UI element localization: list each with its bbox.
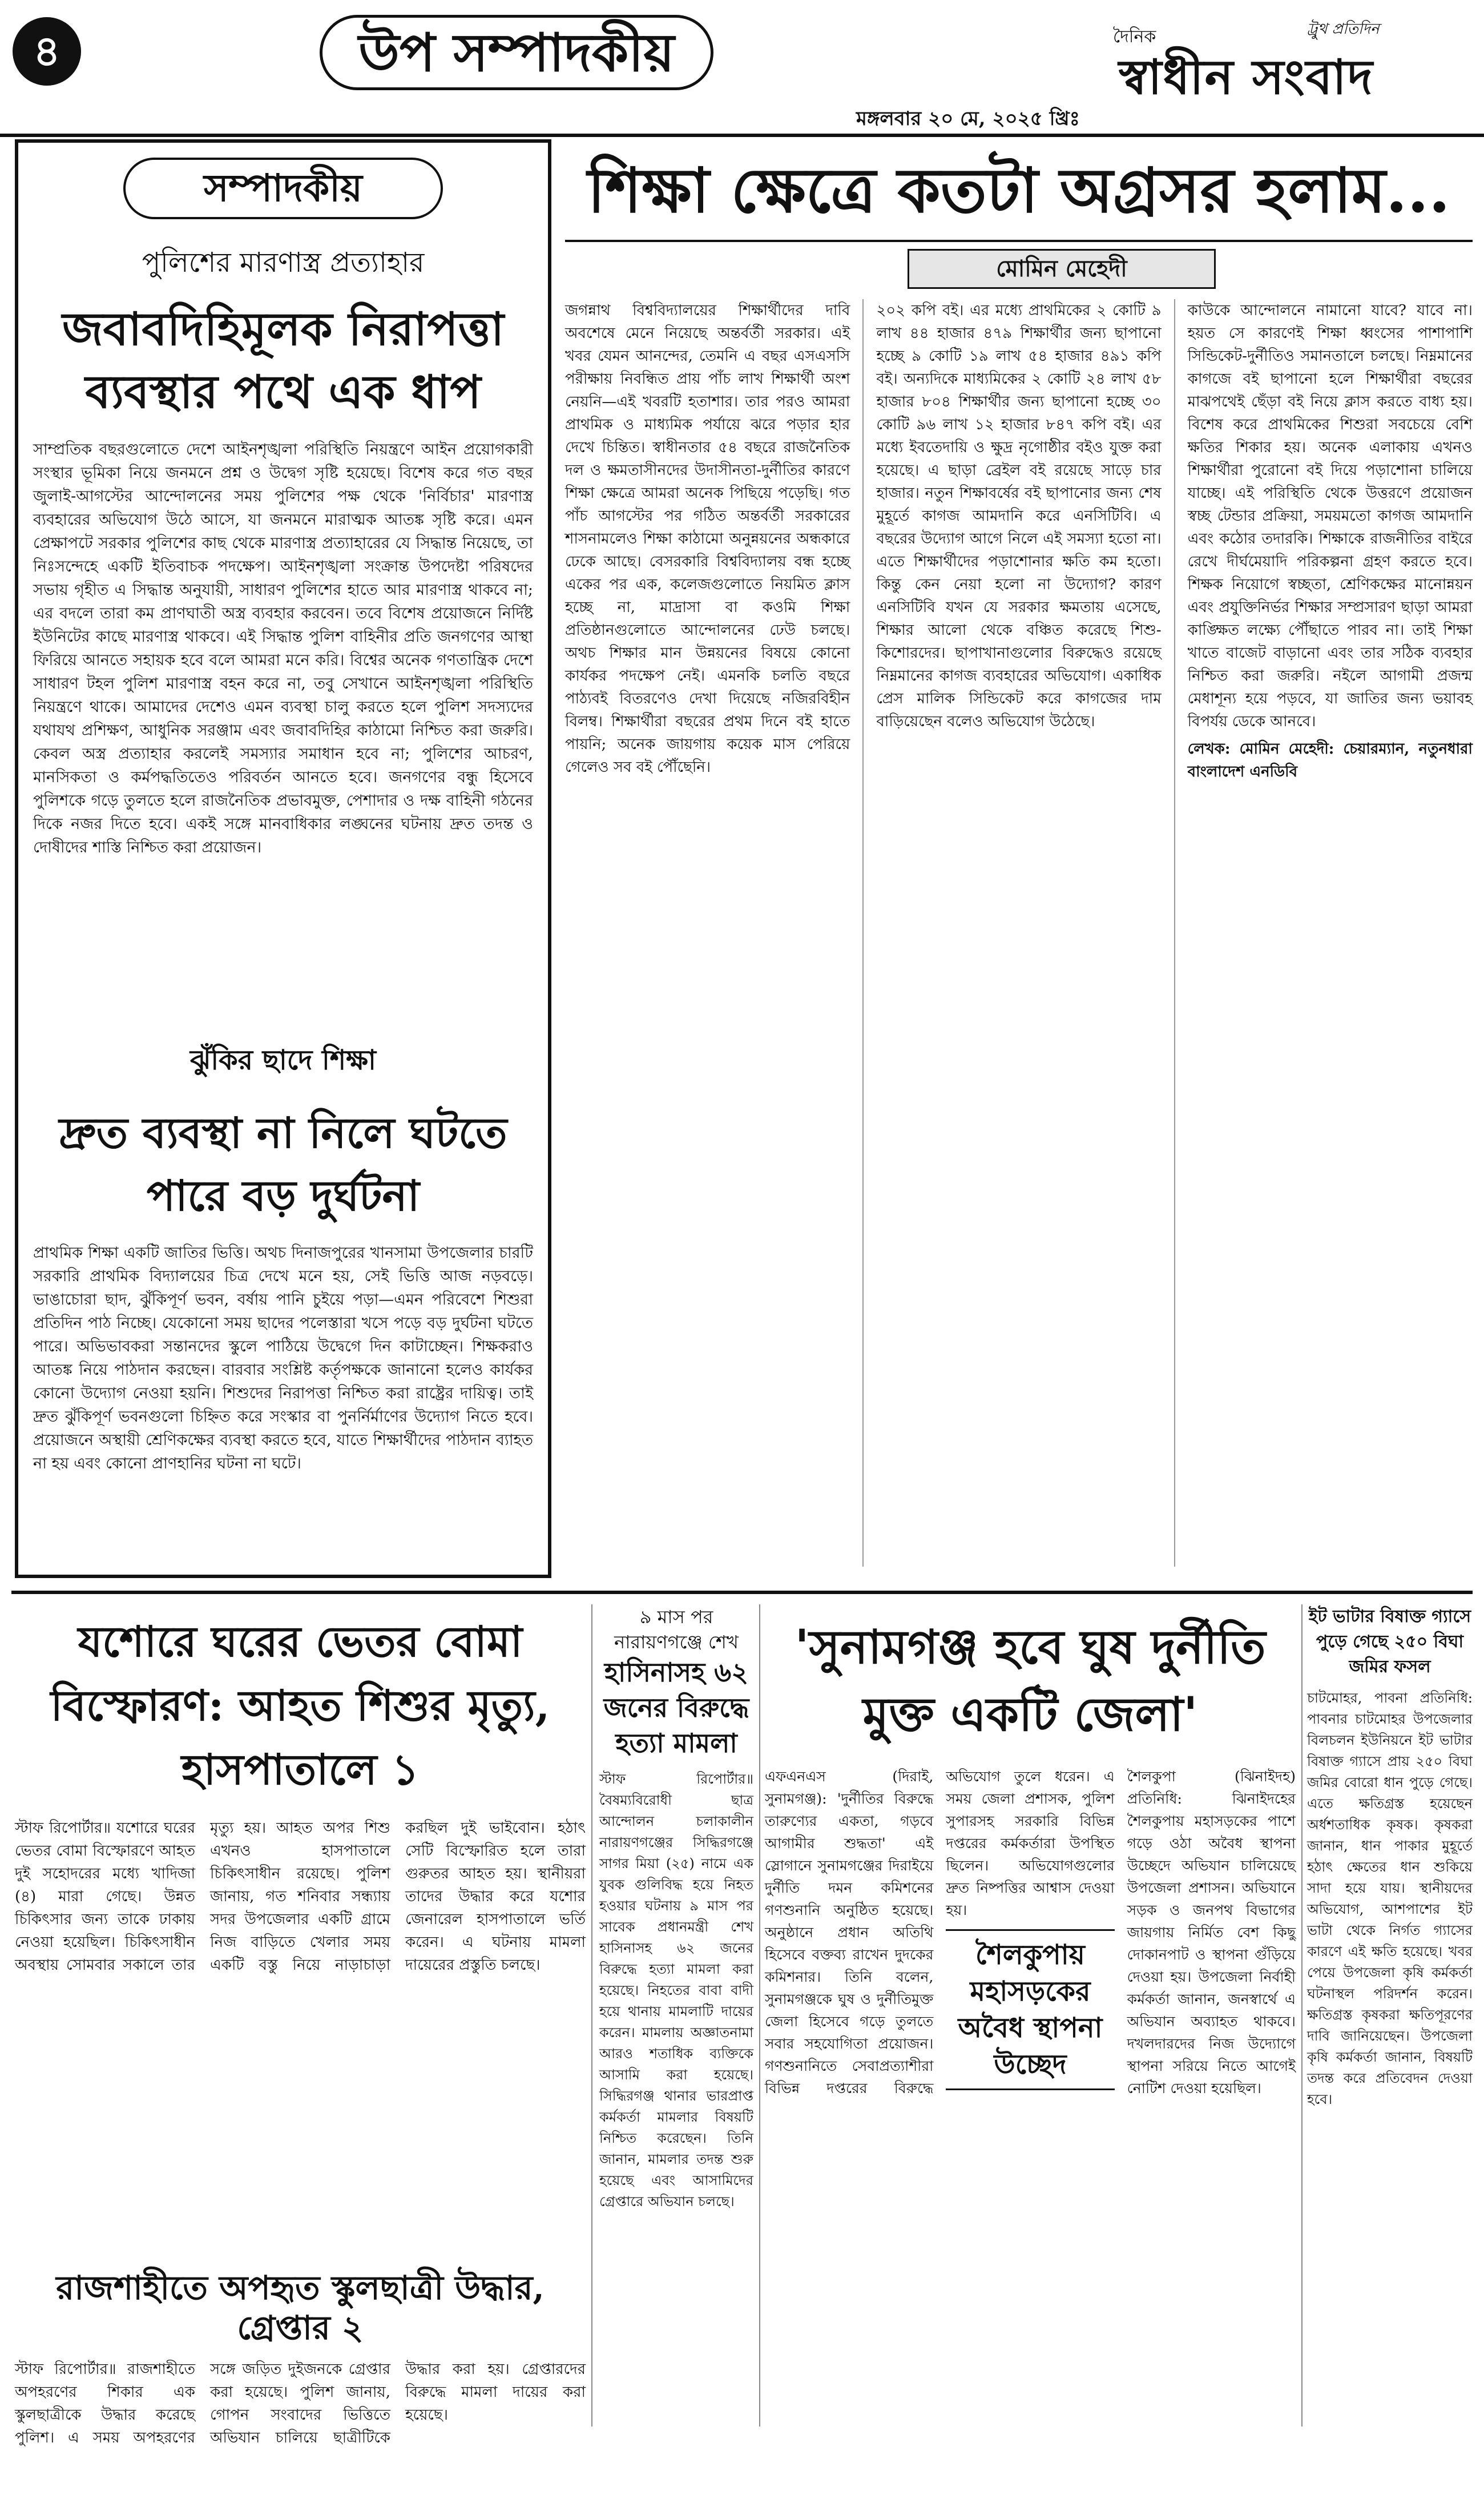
article-columns bbox=[565, 299, 1473, 1567]
editorial-body-2: প্রাথমিক শিক্ষা একটি জাতির ভিত্তি। অথচ দিনাজপুরের খানসামা উপজেলার চারটি সরকারি প্রাথমিক বিদ্যালয়ের চিত্র দেখে মনে হয়, সেই ভিত্তি আজ নড়বড়ে। ভাঙাচোরা ছাদ, ঝুঁকিপূর্ণ ভবন, বর্ষায় পানি চুইয়ে পড়া—এমন পরিবেশে শিশুরা প্রতিদিন পাঠ নিচ্ছে। যেকোনো সময় ছাদের পলেস্তারা খসে পড়ে বড় দুর্ঘটনা ঘটতে পারে। অভিভাবকরা সন্তানদের স্কুলে পাঠিয়ে উদ্বেগে দিন কাটাচ্ছেন। শিক্ষকরাও আতঙ্ক নিয়ে পাঠদান করছেন। বারবার সংশ্লিষ্ট কর্তৃপক্ষকে জানানো হলেও কার্যকর কোনো উদ্যোগ নেওয়া হয়নি। শিশুদের নিরাপত্তা নিশ্চিত করা রাষ্ট্রের দায়িত্ব। তাই দ্রুত ঝুঁকিপূর্ণ ভবনগুলো চিহ্নিত করে সংস্কার বা পুনর্নির্মাণের উদ্যোগ নিতে হবে। প্রয়োজনে অস্থায়ী শ্রেণিকক্ষের ব্যবস্থা করতে হবে, যাতে শিক্ষার্থীদের পাঠদান ব্যাহত না হয় এবং কোনো প্রাণহানির ঘটনা না ঘটে। bbox=[33, 1244, 533, 1472]
news-story-jashore bbox=[15, 1604, 586, 2446]
page-header bbox=[0, 0, 1484, 137]
editorial-headline: জবাবদিহিমূলক নিরাপত্তা ব্যবস্থার পথে এক ধাপ bbox=[62, 302, 505, 418]
sub-story-body: শৈলকুপা (ঝিনাইদহ) প্রতিনিধি: ঝিনাইদহের শৈলকুপায় মহাসড়কের পাশে গড়ে ওঠা অবৈধ স্থাপনা উচ্ছেদে অভিযান চালিয়েছে উপজেলা প্রশাসন। অভিযানে সড়ক ও জনপথ বিভাগের জায়গায় নির্মিত বেশ কিছু দোকানপাট ও স্থাপনা গুঁড়িয়ে দেওয়া হয়। উপজেলা নির্বাহী কর্মকর্তা জানান, জনস্বার্থে এ অভিযান অব্যাহত থাকবে। দখলদারদের নিজ উদ্যোগে স্থাপনা সরিয়ে নিতে আগেই নোটিশ দেওয়া হয়েছিল। bbox=[1127, 1768, 1296, 2096]
column-divider bbox=[591, 1604, 592, 2426]
section-divider bbox=[11, 1591, 1473, 1594]
story-body: চাটমোহর, পাবনা প্রতিনিধি: পাবনার চাটমোহর উপজেলার বিলচলন ইউনিয়নে ইট ভাটার বিষাক্ত গ্যাসে প্রায় ২৫০ বিঘা জমির বোরো ধান পুড়ে গেছে। এতে ক্ষতিগ্রস্ত হয়েছেন অর্ধশতাধিক কৃষক। কৃষকরা জানান, ধান পাকার মুহূর্তে হঠাৎ ক্ষেতের ধান শুকিয়ে সাদা হয়ে যায়। স্থানীয়দের অভিযোগ, আশপাশের ইট ভাটা থেকে নির্গত গ্যাসের কারণে এই ক্ষতি হয়েছে। খবর পেয়ে উপজেলা কৃষি কর্মকর্তা ঘটনাস্থল পরিদর্শন করেন। ক্ষতিগ্রস্ত কৃষকরা ক্ষতিপূরণের দাবি জানিয়েছেন। উপজেলা কৃষি কর্মকর্তা জানান, বিষয়টি তদন্ত করে প্রতিবেদন দেওয়া হবে। bbox=[1307, 1690, 1473, 2107]
story-body-columns bbox=[765, 1765, 1296, 2428]
sub-story-headline: শৈলকুপায় মহাসড়কের অবৈধ স্থাপনা উচ্ছেদ bbox=[946, 1929, 1114, 2090]
story-kicker: ৯ মাস পর নারায়ণগঞ্জে শেখ bbox=[614, 1606, 739, 1653]
editorial-kicker: পুলিশের মারণাস্ত্র প্রত্যাহার bbox=[142, 247, 425, 279]
article-column-3 bbox=[1188, 299, 1473, 1567]
story-headline: ইট ভাটার বিষাক্ত গ্যাসে পুড়ে গেছে ২৫০ বিঘা জমির ফসল bbox=[1308, 1607, 1471, 1677]
story-headline: 'সুনামগঞ্জ হবে ঘুষ দুর্নীতি মুক্ত একটি জেলা' bbox=[795, 1620, 1266, 1742]
article-column-1: জগন্নাথ বিশ্ববিদ্যালয়ের শিক্ষার্থীদের দাবি অবশেষে মেনে নিয়েছে অন্তর্বর্তী সরকার। এই খবর যেমন আনন্দের, তেমনি এ বছর এসএসসি পরীক্ষায় নিবন্ধিত প্রায় পাঁচ লাখ শিক্ষার্থী অংশ নেয়নি—এই খবরটি হতাশার। তার পরও আমরা প্রাথমিক ও মাধ্যমিক পর্যায়ে ঝরে পড়ার হার দেখে চিন্তিত। স্বাধীনতার ৫৪ বছরে রাজনৈতিক দল ও ক্ষমতাসীনদের উদাসীনতা-দুর্নীতির কারণে শিক্ষা ক্ষেত্রে আমরা অনেক পিছিয়ে পড়েছি। গত পাঁচ আগস্টের পর গঠিত অন্তর্বর্তী সরকারের শাসনামলেও শিক্ষা কাঠামো অনুন্নয়নের অন্ধকারে ঢেকে আছে। বেসরকারি বিশ্ববিদ্যালয় বন্ধ হচ্ছে একের পর এক, কলেজগুলোতে নিয়মিত ক্লাস হচ্ছে না, মাদ্রাসা বা কওমি শিক্ষা প্রতিষ্ঠানগুলোতে আন্দোলনের ঢেউ চলছে। অথচ শিক্ষার মান উন্নয়নের বিষয়ে কোনো কার্যকর পদক্ষেপ নেই। এমনকি চলতি বছরে পাঠ্যবই বিতরণেও দেখা দিয়েছে নজিরবিহীন বিলম্ব। শিক্ষার্থীরা বছরের প্রথম দিনে বই হাতে পায়নি; অনেক জায়গায় কয়েক মাস পেরিয়ে গেলেও সব বই পৌঁছেনি। bbox=[565, 302, 850, 776]
news-story-chatmohar bbox=[1307, 1604, 1473, 2426]
story-body: স্টাফ রিপোর্টার॥ যশোরে ঘরের ভেতর বোমা বিস্ফোরণে আহত দুই সহোদরের মধ্যে খাদিজা (৪) মারা গেছে। উন্নত চিকিৎসার জন্য তাকে ঢাকায় নেওয়া হয়েছিল। চিকিৎসাধীন অবস্থায় সোমবার সকালে তার মৃত্যু হয়। আহত অপর শিশু এখনও হাসপাতালে চিকিৎসাধীন রয়েছে। পুলিশ জানায়, গত শনিবার সন্ধ্যায় সদর উপজেলার একটি গ্রামে নিজ বাড়িতে খেলার সময় একটি বস্তু নিয়ে নাড়াচাড়া করছিল দুই ভাইবোন। হঠাৎ সেটি বিস্ফোরিত হলে তারা গুরুতর আহত হয়। স্থানীয়রা তাদের উদ্ধার করে যশোর জেনারেল হাসপাতালে ভর্তি করেন। এ ঘটনায় মামলা দায়েরের প্রস্তুতি চলছে। bbox=[15, 1820, 586, 1974]
main-article bbox=[565, 139, 1473, 1578]
column-divider bbox=[759, 1604, 760, 2426]
column-divider bbox=[862, 299, 864, 1567]
news-story-narayanganj bbox=[599, 1604, 753, 2426]
masthead-title: স্বাধীন সংবাদ bbox=[1119, 49, 1374, 105]
author-note: লেখক: মোমিন মেহেদী: চেয়ারম্যান, নতুনধারা বাংলাদেশ এনডিবি bbox=[1187, 741, 1473, 780]
editorial-kicker-2: ঝুঁকির ছাদে শিক্ষা bbox=[190, 1044, 376, 1076]
editorial-label: সম্পাদকীয় bbox=[123, 158, 443, 219]
sub-story-body: স্টাফ রিপোর্টার॥ রাজশাহীতে অপহরণের শিকার এক স্কুলছাত্রীকে উদ্ধার করেছে পুলিশ। এ সময় অপহরণের সঙ্গে জড়িত দুইজনকে গ্রেপ্তার করা হয়েছে। পুলিশ জানায়, গোপন সংবাদের ভিত্তিতে অভিযান চালিয়ে ছাত্রীটিকে উদ্ধার করা হয়। গ্রেপ্তারদের বিরুদ্ধে মামলা দায়ের করা হয়েছে। bbox=[15, 2361, 586, 2446]
column-divider bbox=[1301, 1604, 1302, 2426]
main-headline: শিক্ষা ক্ষেত্রে কতটা অগ্রসর হলাম... bbox=[565, 139, 1473, 242]
story-body: এফএনএস (দিরাই, সুনামগঞ্জ): 'দুর্নীতির বিরুদ্ধে তারুণ্যের একতা, গড়বে আগামীর শুদ্ধতা' এই স্লোগানে সুনামগঞ্জের দিরাইয়ে দুর্নীতি দমন কমিশনের গণশুনানি অনুষ্ঠিত হয়েছে। অনুষ্ঠানে প্রধান অতিথি হিসেবে বক্তব্য রাখেন দুদকের কমিশনার। তিনি বলেন, সুনামগঞ্জকে ঘুষ ও দুর্নীতিমুক্ত জেলা হিসেবে গড়ে তুলতে সবার সহযোগিতা প্রয়োজন। গণশুনানিতে সেবাপ্রত্যাশীরা বিভিন্ন দপ্তরের বিরুদ্ধে অভিযোগ তুলে ধরেন। এ সময় জেলা প্রশাসক, পুলিশ সুপারসহ সরকারি বিভিন্ন দপ্তরের কর্মকর্তারা উপস্থিত ছিলেন। অভিযোগগুলোর দ্রুত নিষ্পত্তির আশ্বাস দেওয়া হয়। bbox=[765, 1768, 1115, 2096]
news-story-sunamganj bbox=[765, 1604, 1296, 2426]
masthead-prefix: দৈনিক bbox=[1113, 27, 1156, 47]
article-column-3-text: কাউকে আন্দোলনে নামানো যাবে? যাবে না। হয়ত সে কারণেই শিক্ষা ধ্বংসের পাশাপাশি সিন্ডিকেট-দুর্নীতিও সমানতালে চলছে। নিম্নমানের কাগজে বই ছাপানো হলে শিক্ষার্থীরা বছরের মাঝপথেই ছেঁড়া বই নিয়ে ক্লাস করতে বাধ্য হয়। বিশেষ করে প্রাথমিকের শিশুরা সবচেয়ে বেশি ক্ষতির শিকার হয়। অনেক এলাকায় এখনও শিক্ষার্থীরা পুরোনো বই দিয়ে পড়াশোনা চালিয়ে যাচ্ছে। এই পরিস্থিতি থেকে উত্তরণে প্রয়োজন স্বচ্ছ টেন্ডার প্রক্রিয়া, সময়মতো কাগজ আমদানি এবং কঠোর তদারকি। শিক্ষাকে রাজনীতির বাইরে রেখে দীর্ঘমেয়াদি পরিকল্পনা গ্রহণ করতে হবে। শিক্ষক নিয়োগে স্বচ্ছতা, শ্রেণিকক্ষের মানোন্নয়ন এবং প্রযুক্তিনির্ভর শিক্ষার সম্প্রসারণ ছাড়া আমরা কাঙ্ক্ষিত লক্ষ্যে পৌঁছাতে পারব না। তাই শিক্ষা খাতে বাজেট বাড়ানো এবং তার সঠিক ব্যবহার নিশ্চিত করা জরুরি। নইলে আগামী প্রজন্ম মেধাশূন্য হয়ে পড়বে, যা জাতির জন্য ভয়াবহ বিপর্যয় ডেকে আনবে। bbox=[1187, 302, 1473, 730]
editorial-body: সাম্প্রতিক বছরগুলোতে দেশে আইনশৃঙ্খলা পরিস্থিতি নিয়ন্ত্রণে আইন প্রয়োগকারী সংস্থার ভূমিকা নিয়ে জনমনে প্রশ্ন ও উদ্বেগ সৃষ্টি হয়েছে। বিশেষ করে গত বছর জুলাই-আগস্টের আন্দোলনের সময় পুলিশের পক্ষ থেকে 'নির্বিচার' মারণাস্ত্র ব্যবহারের অভিযোগ উঠে আসে, যা জনমনে মারাত্মক আতঙ্ক সৃষ্টি করে। এমন প্রেক্ষাপটে সরকার পুলিশের কাছ থেকে মারণাস্ত্র প্রত্যাহারের যে সিদ্ধান্ত নিয়েছে, তা নিঃসন্দেহে একটি ইতিবাচক পদক্ষেপ। আইনশৃঙ্খলা সংক্রান্ত উপদেষ্টা পরিষদের সভায় গৃহীত এ সিদ্ধান্ত অনুযায়ী, সাধারণ পুলিশের হাতে আর মারণাস্ত্র থাকবে না; এর বদলে তারা কম প্রাণঘাতী অস্ত্র ব্যবহার করবেন। তবে বিশেষ প্রয়োজনে নির্দিষ্ট ইউনিটের কাছে মারণাস্ত্র থাকবে। এই সিদ্ধান্ত পুলিশ বাহিনীর প্রতি জনগণের আস্থা ফিরিয়ে আনতে সহায়ক হবে বলে আমরা মনে করি। বিশ্বের অনেক গণতান্ত্রিক দেশে সাধারণ টহল পুলিশ মারণাস্ত্র বহন করে না, তবু সেখানে আইনশৃঙ্খলা পরিস্থিতি নিয়ন্ত্রণে থাকে। আমাদের দেশেও এমন ব্যবস্থা চালু করতে হলে পুলিশ সদস্যদের যথাযথ প্রশিক্ষণ, আধুনিক সরঞ্জাম এবং জবাবদিহির কাঠামো নিশ্চিত করা জরুরি। কেবল অস্ত্র প্রত্যাহার করলেই সমস্যার সমাধান হবে না; পুলিশের আচরণ, মানসিকতা ও কর্মপদ্ধতিতেও পরিবর্তন আনতে হবে। জনগণের বন্ধু হিসেবে পুলিশকে গড়ে তুলতে হলে রাজনৈতিক প্রভাবমুক্ত, পেশাদার ও দক্ষ বাহিনী গঠনের দিকে নজর দিতে হবে। একই সঙ্গে মানবাধিকার লঙ্ঘনের ঘটনায় দ্রুত তদন্ত ও দোষীদের শাস্তি নিশ্চিত করা প্রয়োজন। bbox=[33, 441, 534, 856]
story-headline: হাসিনাসহ ৬২ জনের বিরুদ্ধে হত্যা মামলা bbox=[603, 1657, 749, 1758]
story-body: স্টাফ রিপোর্টার॥ বৈষম্যবিরোধী ছাত্র আন্দোলন চলাকালীন নারায়ণগঞ্জের সিদ্ধিরগঞ্জে সাগর মিয়া (২৫) নামে এক যুবক গুলিবিদ্ধ হয়ে নিহত হওয়ার ঘটনায় ৯ মাস পর সাবেক প্রধানমন্ত্রী শেখ হাসিনাসহ ৬২ জনের বিরুদ্ধে হত্যা মামলা করা হয়েছে। নিহতের বাবা বাদী হয়ে থানায় মামলাটি দায়ের করেন। মামলায় অজ্ঞাতনামা আরও শতাধিক ব্যক্তিকে আসামি করা হয়েছে। সিদ্ধিরগঞ্জ থানার ভারপ্রাপ্ত কর্মকর্তা মামলার বিষয়টি নিশ্চিত করেছেন। তিনি জানান, মামলার তদন্ত শুরু হয়েছে এবং আসামিদের গ্রেপ্তারে অভিযান চলছে। bbox=[599, 1771, 753, 2210]
page-number: ৪ bbox=[13, 17, 81, 86]
story-headline: যশোরে ঘরের ভেতর বোমা বিস্ফোরণ: আহত শিশুর মৃত্যু, হাসপাতালে ১ bbox=[50, 1617, 550, 1794]
masthead-tagline: ট্রুথ প্রতিদিন bbox=[1307, 21, 1380, 38]
editorial-headline-2: দ্রুত ব্যবস্থা না নিলে ঘটতে পারে বড় দুর্ঘটনা bbox=[59, 1109, 507, 1221]
article-column-2: ২০২ কপি বই। এর মধ্যে প্রাথমিকের ২ কোটি ৯ লাখ ৪৪ হাজার ৪৭৯ শিক্ষার্থীর জন্য ছাপানো হচ্ছে ৯ কোটি ১৯ লাখ ৫৪ হাজার ৪৯১ কপি বই। অন্যদিকে মাধ্যমিকের ২ কোটি ২৪ লাখ ৫৮ হাজার ৮০৪ শিক্ষার্থীর জন্য ছাপানো হচ্ছে ৩০ কোটি ৯৬ লাখ ১২ হাজার ৮৪৭ কপি বই। এর মধ্যে ইবতেদায়ি ও ক্ষুদ্র নৃগোষ্ঠীর বইও যুক্ত করা হয়েছে। এ ছাড়া ব্রেইল বই রয়েছে সাড়ে চার হাজার। নতুন শিক্ষাবর্ষের বই ছাপানোর জন্য শেষ মুহূর্তে কাগজ আমদানি করে এনসিটিবি। এ বছরের উদ্যোগ আগে নিলে এই সমস্যা হতো না। এতে শিক্ষার্থীদের পড়াশোনার ক্ষতি কম হতো। কিন্তু কেন নেয়া হলো না উদ্যোগ? কারণ এনসিটিবি যখন যে সরকার ক্ষমতায় এসেছে, শিক্ষার আলো থেকে বঞ্চিত করেছে শিশু-কিশোরদের। ছাপাখানাগুলোর বিরুদ্ধেও রয়েছে নিম্নমানের কাগজ ব্যবহারের অভিযোগ। একাধিক প্রেস মালিক সিন্ডিকেট করে কাগজের দাম বাড়িয়েছেন বলেও অভিযোগ উঠেছে। bbox=[876, 302, 1162, 730]
sub-story-headline: রাজশাহীতে অপহৃত স্কুলছাত্রী উদ্ধার, গ্রেপ্তার ২ bbox=[56, 2268, 545, 2347]
section-title: উপ সম্পাদকীয় bbox=[320, 15, 713, 90]
editorial-section bbox=[15, 139, 551, 1578]
issue-date: মঙ্গলবার ২০ মে, ২০২৫ খ্রিঃ bbox=[856, 107, 1080, 130]
author-byline: মোমিন মেহেদী bbox=[908, 249, 1216, 289]
column-divider bbox=[1174, 299, 1175, 1567]
